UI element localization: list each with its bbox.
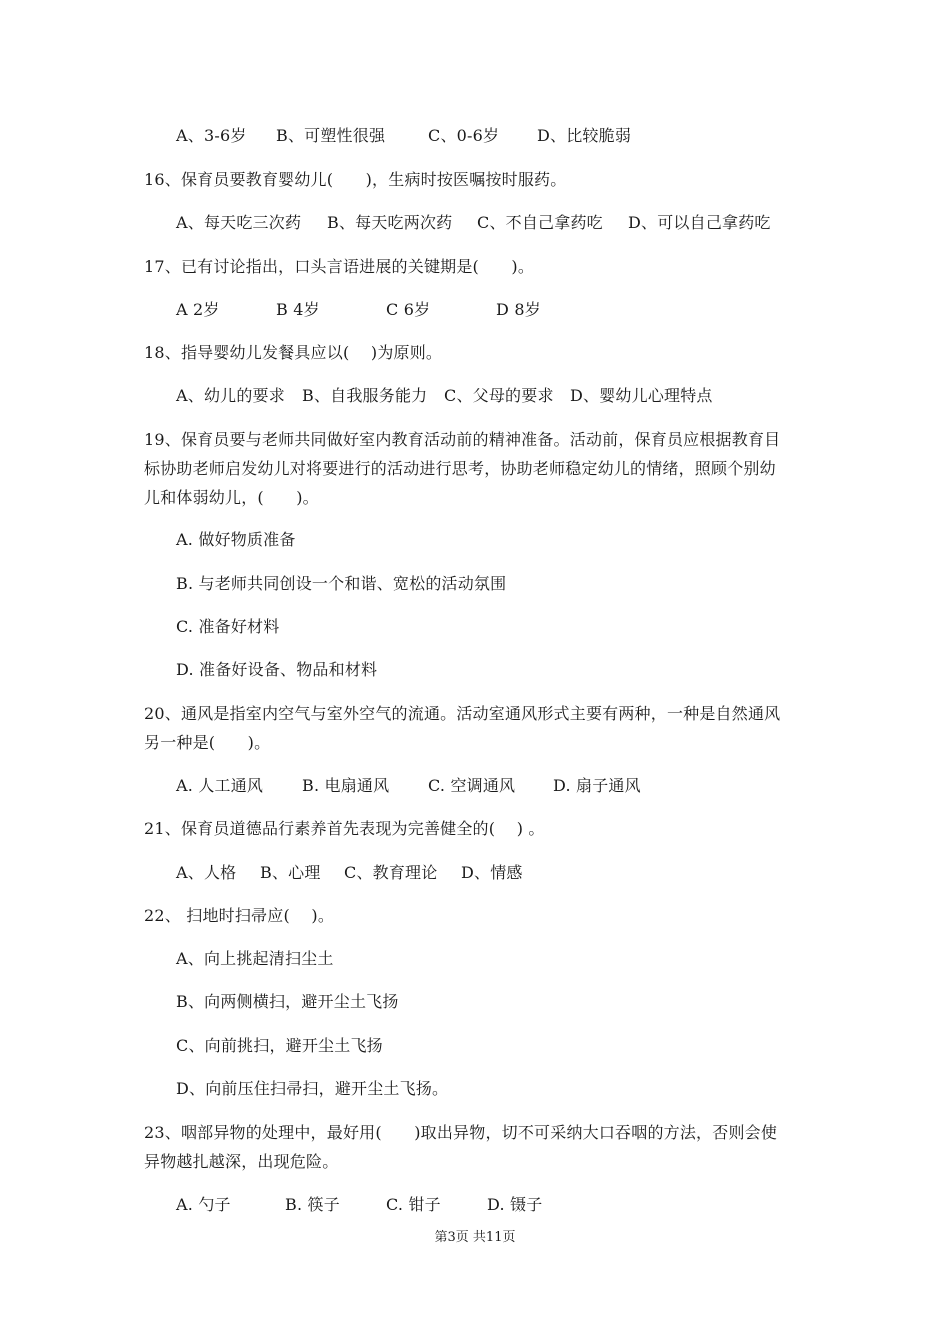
q21-option-c: C、教育理论 bbox=[344, 863, 438, 882]
q22-stem: 22、 扫地时扫帚应( )。 bbox=[144, 906, 335, 925]
q18-option-c: C、父母的要求 bbox=[444, 386, 554, 405]
q16-option-d: D、可以自己拿药吃 bbox=[628, 213, 771, 232]
q19-stem-line-1: 19、保育员要与老师共同做好室内教育活动前的精神准备。活动前，保育员应根据教育目 bbox=[144, 430, 781, 449]
q15-option-d: D、比较脆弱 bbox=[537, 126, 632, 145]
q18-option-d: D、婴幼儿心理特点 bbox=[570, 386, 713, 405]
q21-option-d: D、情感 bbox=[461, 863, 523, 882]
q19-stem-line-3: 儿和体弱幼儿，( )。 bbox=[144, 488, 319, 507]
q19-option-b: B. 与老师共同创设一个和谐、宽松的活动氛围 bbox=[176, 574, 507, 593]
q22-option-c: C、向前挑扫，避开尘土飞扬 bbox=[176, 1036, 383, 1055]
q17-option-b: B 4岁 bbox=[276, 300, 320, 319]
q16-stem: 16、保育员要教育婴幼儿( )，生病时按医嘱按时服药。 bbox=[144, 170, 567, 189]
q23-option-b: B. 筷子 bbox=[285, 1195, 340, 1214]
q19-option-a: A. 做好物质准备 bbox=[176, 530, 296, 549]
q20-option-c: C. 空调通风 bbox=[428, 776, 516, 795]
q19-option-d: D. 准备好设备、物品和材料 bbox=[176, 660, 378, 679]
q21-option-b: B、心理 bbox=[260, 863, 321, 882]
q16-option-b: B、每天吃两次药 bbox=[327, 213, 453, 232]
q20-option-a: A. 人工通风 bbox=[176, 776, 264, 795]
page-number-footer: 第3页 共11页 bbox=[434, 1230, 516, 1245]
q21-stem: 21、保育员道德品行素养首先表现为完善健全的( ) 。 bbox=[144, 819, 545, 838]
q23-option-a: A. 勺子 bbox=[176, 1195, 231, 1214]
q20-option-d: D. 扇子通风 bbox=[553, 776, 641, 795]
q18-option-b: B、自我服务能力 bbox=[302, 386, 428, 405]
q16-option-a: A、每天吃三次药 bbox=[176, 213, 302, 232]
q23-stem-line-1: 23、咽部异物的处理中，最好用( )取出异物，切不可采纳大口吞咽的方法，否则会使 bbox=[144, 1123, 778, 1142]
q18-stem: 18、指导婴幼儿发餐具应以( )为原则。 bbox=[144, 343, 443, 362]
q22-option-d: D、向前压住扫帚扫，避开尘土飞扬。 bbox=[176, 1079, 449, 1098]
q22-option-a: A、向上挑起清扫尘土 bbox=[176, 949, 334, 968]
q19-option-c: C. 准备好材料 bbox=[176, 617, 280, 636]
q18-option-a: A、幼儿的要求 bbox=[176, 386, 285, 405]
q15-option-c: C、0-6岁 bbox=[428, 126, 500, 145]
q15-option-a: A、3-6岁 bbox=[176, 126, 247, 145]
q17-option-d: D 8岁 bbox=[496, 300, 541, 319]
q20-option-b: B. 电扇通风 bbox=[302, 776, 390, 795]
q17-stem: 17、已有讨论指出，口头言语进展的关键期是( )。 bbox=[144, 257, 535, 276]
q21-option-a: A、人格 bbox=[176, 863, 237, 882]
q17-option-c: C 6岁 bbox=[386, 300, 431, 319]
q20-stem-line-2: 另一种是( )。 bbox=[144, 733, 271, 752]
q23-option-c: C. 钳子 bbox=[386, 1195, 441, 1214]
q22-option-b: B、向两侧横扫，避开尘土飞扬 bbox=[176, 992, 399, 1011]
q20-stem-line-1: 20、通风是指室内空气与室外空气的流通。活动室通风形式主要有两种，一种是自然通风 bbox=[144, 704, 781, 723]
q17-option-a: A 2岁 bbox=[176, 300, 220, 319]
q19-stem-line-2: 标协助老师启发幼儿对将要进行的活动进行思考，协助老师稳定幼儿的情绪，照顾个别幼 bbox=[144, 459, 776, 478]
q16-option-c: C、不自己拿药吃 bbox=[477, 213, 603, 232]
q23-stem-line-2: 异物越扎越深，出现危险。 bbox=[144, 1152, 339, 1171]
q15-option-b: B、可塑性很强 bbox=[276, 126, 386, 145]
q23-option-d: D. 镊子 bbox=[487, 1195, 543, 1214]
